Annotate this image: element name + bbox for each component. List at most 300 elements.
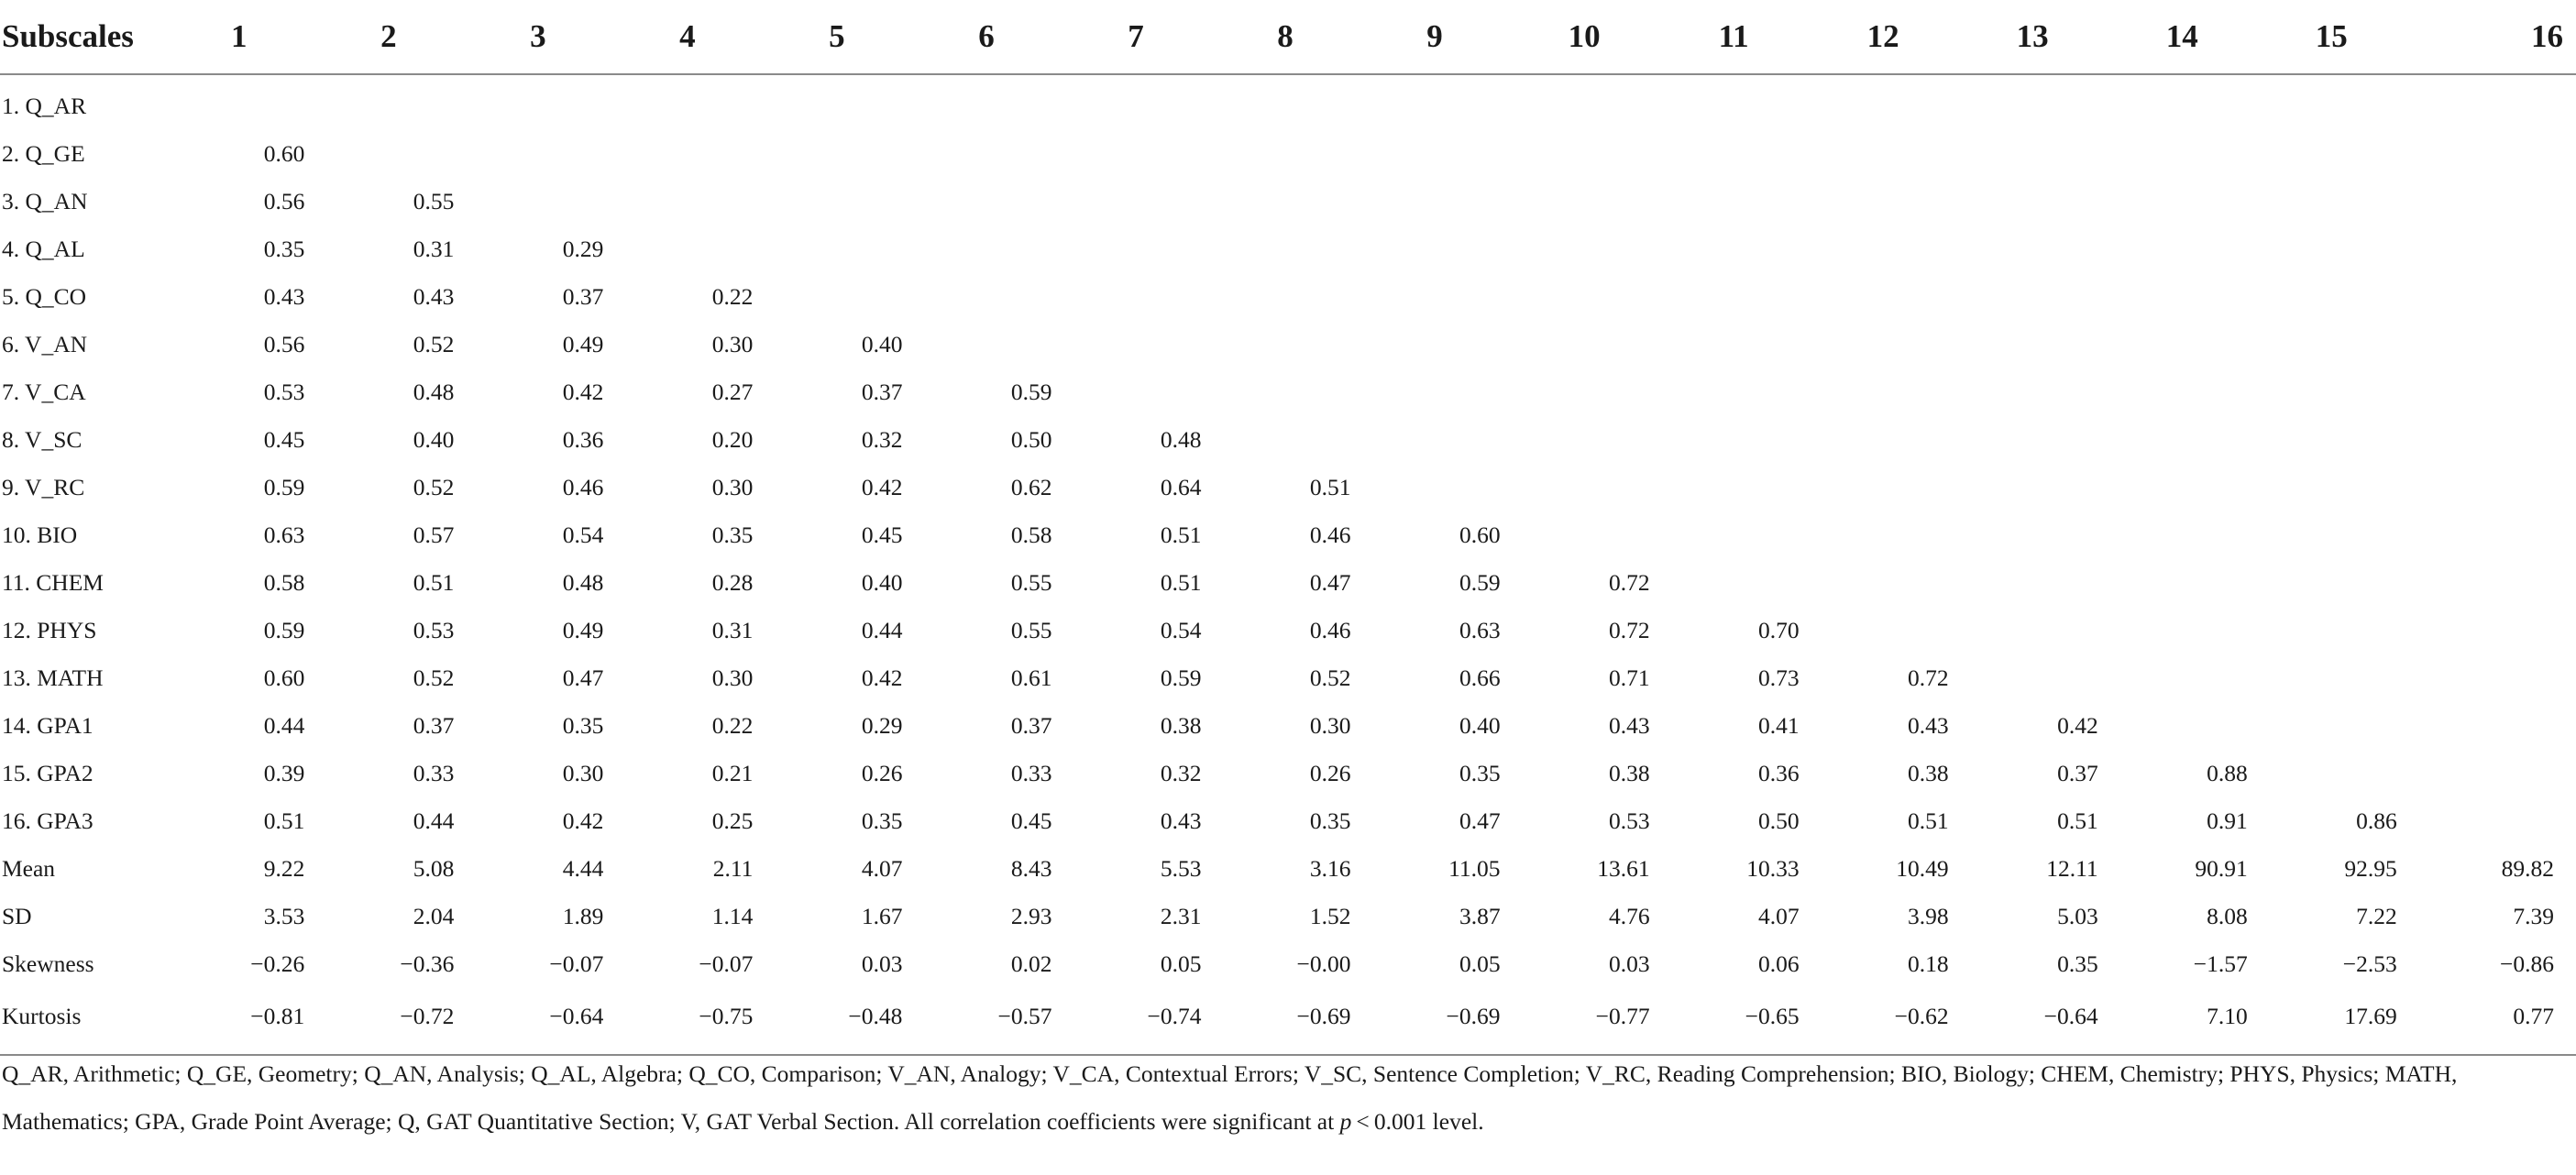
- header-col-13: [1978, 0, 2128, 74]
- table-cell: 0.50: [1010, 426, 1052, 453]
- table-cell: 2.93: [1010, 903, 1052, 929]
- table-row: [0, 750, 2576, 797]
- header-col-3: [483, 0, 633, 74]
- table-cell: 0.20: [711, 426, 754, 453]
- table-cell: [2128, 607, 2277, 654]
- table-cell: 0.42: [861, 474, 903, 500]
- row-label: 11. CHEM: [2, 569, 104, 596]
- table-cell: [1381, 178, 1530, 225]
- table-cell: 0.18: [1908, 950, 1949, 977]
- table-cell: [2277, 178, 2427, 225]
- table-cell: [2128, 225, 2277, 273]
- table-cell: 0.37: [1010, 712, 1052, 739]
- row-label: 4. Q_AL: [2, 236, 85, 262]
- table-cell: 0.44: [413, 807, 455, 834]
- table-cell: [1829, 607, 1978, 654]
- table-row: [0, 321, 2576, 368]
- table-row: [0, 273, 2576, 321]
- table-cell: 0.48: [562, 569, 604, 596]
- table-cell: [2128, 368, 2277, 416]
- table-cell: [1231, 368, 1381, 416]
- table-cell: [931, 178, 1081, 225]
- table-cell: 0.45: [263, 426, 305, 453]
- table-row: [0, 559, 2576, 607]
- table-cell: 10.33: [1746, 855, 1800, 882]
- table-cell: [1679, 225, 1829, 273]
- table-cell: [1231, 74, 1381, 130]
- table-cell: 0.51: [413, 569, 455, 596]
- table-cell: [633, 225, 782, 273]
- table-cell: [1978, 654, 2128, 702]
- table-cell: 0.47: [1459, 807, 1501, 834]
- table-cell: 11.05: [1448, 855, 1501, 882]
- table-cell: [1829, 74, 1978, 130]
- table-cell: 0.35: [1459, 760, 1501, 786]
- table-cell: 0.59: [263, 617, 305, 643]
- table-row: [0, 416, 2576, 464]
- table-cell: [2277, 74, 2427, 130]
- table-cell: [1978, 511, 2128, 559]
- table-row: [0, 225, 2576, 273]
- table-cell: −0.74: [1081, 988, 1230, 1055]
- table-cell: [2427, 702, 2576, 750]
- table-cell: 0.37: [413, 712, 455, 739]
- header-col-5: [782, 0, 931, 74]
- table-cell: 0.40: [861, 569, 903, 596]
- table-cell: 0.43: [263, 283, 305, 310]
- table-row: [0, 464, 2576, 511]
- table-cell: 0.22: [711, 712, 754, 739]
- table-row: [0, 702, 2576, 750]
- table-cell: [1679, 321, 1829, 368]
- table-cell: −0.36: [400, 950, 455, 977]
- table-cell: 4.07: [861, 855, 903, 882]
- table-cell: [931, 74, 1081, 130]
- table-cell: 90.91: [2195, 855, 2248, 882]
- table-cell: [2128, 273, 2277, 321]
- table-cell: 1.67: [861, 903, 903, 929]
- table-cell: [1978, 464, 2128, 511]
- row-label: 7. V_CA: [2, 379, 86, 405]
- table-cell: 0.45: [861, 522, 903, 548]
- footnote-text-end: < 0.001 level.: [1351, 1108, 1484, 1135]
- table-cell: [1530, 368, 1679, 416]
- table-cell: 0.63: [263, 522, 305, 548]
- header-col-label: 16: [2531, 18, 2563, 54]
- table-cell: [1679, 368, 1829, 416]
- table-cell: 9.22: [263, 855, 305, 882]
- table-cell: 0.32: [861, 426, 903, 453]
- table-cell: 1.89: [562, 903, 604, 929]
- table-cell: 0.61: [1010, 664, 1052, 691]
- table-cell: 0.38: [1160, 712, 1202, 739]
- table-cell: 0.51: [263, 807, 305, 834]
- table-cell: 0.70: [1758, 617, 1800, 643]
- table-cell: −0.69: [1381, 988, 1530, 1055]
- table-cell: 0.59: [263, 474, 305, 500]
- table-cell: 5.03: [2057, 903, 2098, 929]
- table-cell: [1381, 416, 1530, 464]
- table-cell: 4.07: [1758, 903, 1800, 929]
- header-col-16: [2427, 0, 2576, 74]
- table-cell: 0.46: [1309, 617, 1351, 643]
- table-cell: 0.51: [1908, 807, 1949, 834]
- table-cell: [2128, 511, 2277, 559]
- table-cell: [1081, 130, 1230, 178]
- table-cell: [1978, 559, 2128, 607]
- table-cell: [1978, 607, 2128, 654]
- table-cell: 89.82: [2501, 855, 2554, 882]
- table-cell: 0.73: [1758, 664, 1800, 691]
- header-col-14: [2128, 0, 2277, 74]
- table-cell: [2277, 416, 2427, 464]
- table-cell: [1231, 225, 1381, 273]
- table-cell: 0.63: [1459, 617, 1501, 643]
- header-col-2: [334, 0, 483, 74]
- table-cell: −0.81: [184, 988, 334, 1055]
- row-label: 14. GPA1: [2, 712, 94, 739]
- table-cell: [1530, 511, 1679, 559]
- table-cell: [1679, 511, 1829, 559]
- table-cell: 0.59: [1010, 379, 1052, 405]
- table-cell: 0.27: [711, 379, 754, 405]
- table-cell: 0.02: [1010, 950, 1052, 977]
- table-cell: [2427, 464, 2576, 511]
- table-cell: −0.07: [699, 950, 754, 977]
- header-col-label: 10: [1568, 18, 1601, 54]
- header-col-label: 9: [1426, 18, 1443, 54]
- table-cell: −0.62: [1829, 988, 1978, 1055]
- table-cell: [1081, 273, 1230, 321]
- table-cell: [2427, 273, 2576, 321]
- table-cell: 0.57: [413, 522, 455, 548]
- table-cell: [633, 74, 782, 130]
- table-cell: 0.05: [1160, 950, 1202, 977]
- table-cell: 3.16: [1309, 855, 1351, 882]
- table-cell: 0.86: [2356, 807, 2397, 834]
- header-col-label: 5: [829, 18, 845, 54]
- header-col-12: [1829, 0, 1978, 74]
- table-cell: [931, 321, 1081, 368]
- table-cell: [2128, 416, 2277, 464]
- table-cell: [1530, 178, 1679, 225]
- row-label: 15. GPA2: [2, 760, 94, 786]
- table-row: [0, 178, 2576, 225]
- table-cell: [2277, 607, 2427, 654]
- header-col-label: 4: [679, 18, 696, 54]
- table-cell: 0.39: [263, 760, 305, 786]
- table-cell: 0.48: [1160, 426, 1202, 453]
- table-cell: 0.37: [861, 379, 903, 405]
- table-row: [0, 845, 2576, 893]
- header-col-label: 15: [2315, 18, 2348, 54]
- table-cell: [2427, 130, 2576, 178]
- table-cell: [1829, 559, 1978, 607]
- table-cell: 0.52: [413, 331, 455, 357]
- table-cell: [782, 74, 931, 130]
- table-cell: [1231, 416, 1381, 464]
- table-cell: 0.44: [861, 617, 903, 643]
- table-cell: 0.47: [562, 664, 604, 691]
- table-cell: [633, 130, 782, 178]
- table-cell: 0.06: [1758, 950, 1800, 977]
- table-cell: 10.49: [1896, 855, 1949, 882]
- table-cell: [2277, 511, 2427, 559]
- table-cell: [2128, 702, 2277, 750]
- table-cell: [1679, 178, 1829, 225]
- table-cell: 0.48: [413, 379, 455, 405]
- table-cell: 0.36: [562, 426, 604, 453]
- header-col-label: 3: [530, 18, 546, 54]
- table-row: [0, 74, 2576, 130]
- row-label: 16. GPA3: [2, 807, 94, 834]
- row-label: 8. V_SC: [2, 426, 83, 453]
- table-cell: [1679, 273, 1829, 321]
- table-cell: [2277, 702, 2427, 750]
- row-label: 9. V_RC: [2, 474, 85, 500]
- table-cell: 0.31: [711, 617, 754, 643]
- table-cell: [2277, 750, 2427, 797]
- table-cell: [1530, 464, 1679, 511]
- table-cell: [2427, 559, 2576, 607]
- table-cell: 0.43: [1908, 712, 1949, 739]
- table-row: [0, 130, 2576, 178]
- table-cell: 0.53: [263, 379, 305, 405]
- table-cell: 3.53: [263, 903, 305, 929]
- row-label: 3. Q_AN: [2, 188, 88, 214]
- header-col-11: [1679, 0, 1829, 74]
- table-cell: [931, 225, 1081, 273]
- table-cell: [1231, 273, 1381, 321]
- table-cell: 0.58: [1010, 522, 1052, 548]
- table-cell: −0.64: [1978, 988, 2128, 1055]
- table-cell: [2277, 273, 2427, 321]
- table-row: [0, 368, 2576, 416]
- table-cell: 13.61: [1597, 855, 1650, 882]
- row-label: SD: [2, 903, 32, 929]
- table-cell: [1829, 464, 1978, 511]
- table-cell: 0.35: [263, 236, 305, 262]
- table-cell: [1381, 321, 1530, 368]
- header-col-label: 12: [1866, 18, 1899, 54]
- table-cell: 0.21: [711, 760, 754, 786]
- table-cell: 0.42: [562, 379, 604, 405]
- table-cell: 8.43: [1010, 855, 1052, 882]
- header-col-label: 6: [978, 18, 995, 54]
- table-cell: [1829, 416, 1978, 464]
- table-cell: 0.40: [861, 331, 903, 357]
- table-cell: [483, 130, 633, 178]
- table-cell: [2427, 321, 2576, 368]
- header-col-label: 2: [380, 18, 397, 54]
- table-cell: 0.41: [1758, 712, 1800, 739]
- table-cell: [782, 130, 931, 178]
- table-cell: [1081, 321, 1230, 368]
- table-cell: 0.52: [413, 474, 455, 500]
- table-cell: [1829, 273, 1978, 321]
- table-cell: 17.69: [2277, 988, 2427, 1055]
- table-cell: [1829, 368, 1978, 416]
- table-cell: 0.30: [711, 664, 754, 691]
- table-cell: [1381, 464, 1530, 511]
- table-cell: 0.88: [2207, 760, 2248, 786]
- table-cell: 92.95: [2344, 855, 2397, 882]
- table-cell: 0.50: [1758, 807, 1800, 834]
- table-header-row: [0, 0, 2576, 74]
- table-cell: −0.57: [931, 988, 1081, 1055]
- table-cell: 2.04: [413, 903, 455, 929]
- table-cell: [1679, 130, 1829, 178]
- table-cell: 7.22: [2356, 903, 2397, 929]
- table-cell: [1679, 464, 1829, 511]
- row-label: 13. MATH: [2, 664, 104, 691]
- table-row: [0, 654, 2576, 702]
- row-label: Skewness: [2, 950, 94, 977]
- table-cell: [2277, 368, 2427, 416]
- header-col-8: [1231, 0, 1381, 74]
- table-cell: 0.37: [2057, 760, 2098, 786]
- table-cell: [1231, 321, 1381, 368]
- table-cell: −1.57: [2193, 950, 2248, 977]
- footnote-text: Q_AR, Arithmetic; Q_GE, Geometry; Q_AN, Analysis; Q_AL, Algebra; Q_CO, Comparison; V_AN, Analogy; V_CA, Contextual Errors; V_SC, Sentence Completion; V_RC, Reading Comprehension; BIO, Biology; CHEM, Chemistry; PHYS, Physics; MATH, Mathematics; GPA, Grade Point Average; Q, GAT Quantitative Section; V, GAT Verbal Section. All correlation coefficients were significant at: [2, 1060, 2458, 1135]
- table-cell: [2277, 654, 2427, 702]
- table-cell: [1679, 559, 1829, 607]
- table-cell: [2128, 74, 2277, 130]
- header-col-label: 8: [1277, 18, 1294, 54]
- table-cell: [1231, 178, 1381, 225]
- header-col-label: 11: [1718, 18, 1749, 54]
- table-cell: 0.72: [1608, 569, 1650, 596]
- table-cell: 0.54: [562, 522, 604, 548]
- table-cell: 3.98: [1908, 903, 1949, 929]
- table-cell: [2277, 464, 2427, 511]
- table-cell: 8.08: [2207, 903, 2248, 929]
- row-label: 1. Q_AR: [2, 93, 87, 119]
- table-cell: 1.52: [1309, 903, 1351, 929]
- table-cell: 0.64: [1160, 474, 1202, 500]
- table-cell: [931, 130, 1081, 178]
- table-cell: [1829, 511, 1978, 559]
- table-cell: [2277, 225, 2427, 273]
- table-cell: −2.53: [2342, 950, 2397, 977]
- table-cell: 0.72: [1908, 664, 1949, 691]
- header-col-label: 7: [1128, 18, 1144, 54]
- table-cell: 0.60: [263, 140, 305, 167]
- table-cell: [2427, 225, 2576, 273]
- table-cell: [1381, 74, 1530, 130]
- table-cell: [1530, 225, 1679, 273]
- table-cell: [2427, 74, 2576, 130]
- table-cell: 0.43: [413, 283, 455, 310]
- row-label: 12. PHYS: [2, 617, 97, 643]
- table-cell: −0.72: [334, 988, 483, 1055]
- table-cell: 0.46: [562, 474, 604, 500]
- row-label: Kurtosis: [0, 988, 184, 1055]
- table-cell: 0.47: [1309, 569, 1351, 596]
- table-cell: 0.28: [711, 569, 754, 596]
- table-cell: [1978, 225, 2128, 273]
- table-cell: [1978, 74, 2128, 130]
- table-cell: [1081, 74, 1230, 130]
- table-cell: [2128, 559, 2277, 607]
- table-cell: 0.52: [1309, 664, 1351, 691]
- header-col-15: [2277, 0, 2427, 74]
- table-row: [0, 988, 2576, 1055]
- table-cell: [2427, 750, 2576, 797]
- table-cell: 2.31: [1160, 903, 1202, 929]
- table-cell: [1829, 225, 1978, 273]
- table-cell: [782, 273, 931, 321]
- table-cell: 0.42: [2057, 712, 2098, 739]
- table-cell: 0.59: [1459, 569, 1501, 596]
- table-cell: [334, 130, 483, 178]
- table-cell: 0.33: [1010, 760, 1052, 786]
- table-cell: 0.51: [2057, 807, 2098, 834]
- table-cell: 1.14: [711, 903, 754, 929]
- table-cell: 0.51: [1160, 522, 1202, 548]
- table-cell: 0.56: [263, 188, 305, 214]
- table-cell: [1081, 225, 1230, 273]
- table-cell: [931, 273, 1081, 321]
- table-cell: 0.26: [861, 760, 903, 786]
- table-cell: 0.56: [263, 331, 305, 357]
- table-cell: 0.35: [2057, 950, 2098, 977]
- table-cell: [2427, 416, 2576, 464]
- table-cell: 12.11: [2046, 855, 2098, 882]
- table-cell: [1829, 178, 1978, 225]
- table-cell: 0.62: [1010, 474, 1052, 500]
- table-cell: −0.65: [1679, 988, 1829, 1055]
- table-cell: 0.36: [1758, 760, 1800, 786]
- row-label: 2. Q_GE: [2, 140, 85, 167]
- table-cell: 0.29: [861, 712, 903, 739]
- table-row: [0, 940, 2576, 988]
- header-col-label: 14: [2165, 18, 2198, 54]
- table-cell: 0.05: [1459, 950, 1501, 977]
- table-cell: 0.35: [1309, 807, 1351, 834]
- table-cell: 0.33: [413, 760, 455, 786]
- table-cell: −0.64: [483, 988, 633, 1055]
- table-cell: 0.91: [2207, 807, 2248, 834]
- table-cell: −0.77: [1530, 988, 1679, 1055]
- table-cell: [2128, 178, 2277, 225]
- table-cell: [1978, 130, 2128, 178]
- table-cell: [334, 74, 483, 130]
- row-label: 5. Q_CO: [2, 283, 87, 310]
- header-col-10: [1530, 0, 1679, 74]
- table-cell: [184, 74, 334, 130]
- table-cell: 0.53: [1608, 807, 1650, 834]
- table-cell: 0.43: [1608, 712, 1650, 739]
- table-cell: [2427, 178, 2576, 225]
- table-cell: 5.53: [1160, 855, 1202, 882]
- table-cell: [782, 178, 931, 225]
- table-cell: −0.48: [782, 988, 931, 1055]
- header-col-4: [633, 0, 782, 74]
- table-cell: [1978, 368, 2128, 416]
- row-label: 10. BIO: [2, 522, 78, 548]
- table-cell: 0.30: [711, 474, 754, 500]
- table-cell: [2128, 464, 2277, 511]
- table-cell: 7.39: [2513, 903, 2554, 929]
- table-cell: 0.45: [1010, 807, 1052, 834]
- table-cell: [1530, 416, 1679, 464]
- table-cell: 0.35: [562, 712, 604, 739]
- table-cell: 0.25: [711, 807, 754, 834]
- table-cell: [1978, 273, 2128, 321]
- table-cell: [1381, 130, 1530, 178]
- table-cell: [1530, 273, 1679, 321]
